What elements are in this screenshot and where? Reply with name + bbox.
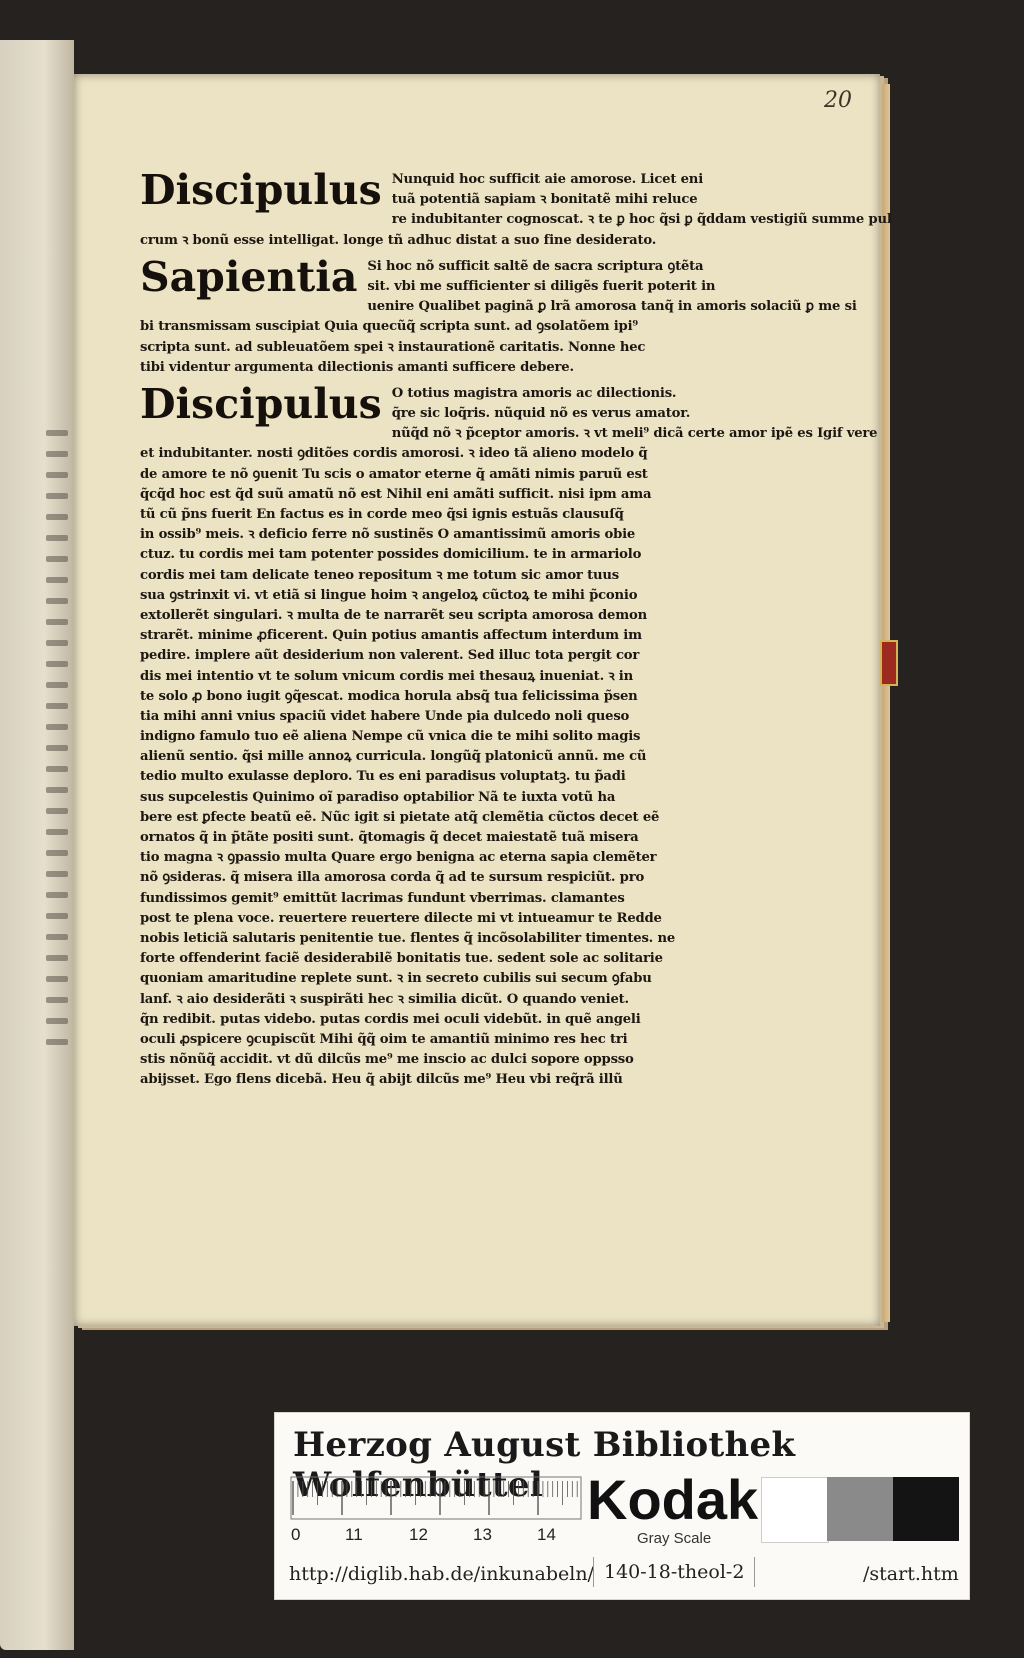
text-line: extollerẽt singulari. ꝛ multa de te narrarẽt seu scripta amorosa demon [140, 607, 647, 623]
speaker-heading: Sapientia [140, 252, 358, 301]
speaker-heading: Discipulus [140, 379, 382, 428]
swatch-white [761, 1477, 829, 1543]
url-suffix: /start.htm [863, 1563, 959, 1585]
text-line: q̃re sic loq̃ris. nũquid nõ es verus amator. [391, 406, 691, 422]
text-line: bere est ꝑfecte beatũ eẽ. Nũc igit si pietate atq̃ clemẽtia cũctos decet eẽ [140, 809, 660, 825]
text-line: tũ cũ p̃ns fuerit En factus es in corde meo q̃si ignis estuãs clausuſq̃ [140, 507, 624, 522]
library-label [274, 1412, 970, 1600]
text-line: pedire. implere aũt desiderium non valerent. Sed illuc tota pergit cor [140, 648, 640, 664]
text-line: alienũ sentio. q̃si mille annoꝝ curricula. longũq̃ platonicũ annũ. me cũ [140, 749, 647, 765]
text-line: et indubitanter. nosti ꝯditões cordis amorosi. ꝛ ideo tã alieno modelo q̃ [140, 446, 648, 462]
ruler-number: 12 [409, 1525, 428, 1544]
incunabulum-text [140, 166, 892, 1096]
text-line: bi transmissam suscipiat Quia quecũq̃ scripta sunt. ad ꝯsolatõem ipi⁹ [140, 319, 638, 335]
kodak-logo: Kodak [587, 1468, 759, 1531]
text-line: quoniam amaritudine replete sunt. ꝛ in secreto cubilis sui secum ꝯfabu [140, 971, 652, 987]
text-line: fundissimos gemit⁹ emittũt lacrimas fundunt vberrimas. clamantes [140, 890, 625, 906]
text-line: tio magna ꝛ ꝯpassio multa Quare ergo benigna ac eterna sapia clemẽter [140, 850, 657, 866]
url-prefix: http://diglib.hab.de/inkunabeln/ [289, 1563, 594, 1585]
text-line: Si hoc nõ sufficit saltẽ de sacra scriptura ꝯtẽta [367, 258, 704, 274]
text-line: ornatos q̃ in p̃tãte positi sunt. q̃tomagis q̃ decet maiestatẽ tuã misera [140, 830, 639, 845]
text-line: forte offenderint faciẽ desiderabilẽ bonitatis tue. sedent sole ac solitarie [140, 951, 663, 967]
text-line: ctuz. tu cordis mei tam potenter possides domicilium. te in armariolo [140, 547, 642, 563]
text-line: q̃n redibit. putas videbo. putas cordis mei oculi videbũt. in quẽ angeli [140, 1011, 641, 1027]
text-line: tedio multo exulasse deploro. Tu es eni paradisus voluptatꝫ. tu p̃adi [140, 769, 626, 785]
text-line: re indubitanter cognoscat. ꝛ te ꝑ hoc q̃si ꝑ q̃ddam vestigiũ summe pul [391, 212, 892, 228]
dialogue-paragraph [140, 166, 892, 251]
text-line: tia mihi anni vnius spaciũ videt habere Unde pia dulcedo noli queso [140, 708, 630, 724]
text-line: indigno famulo tuo eẽ aliena Nempe cũ vnica die te mihi solito magis [140, 729, 641, 745]
text-line: sua ꝯstrinxit vi. vt etiã si lingue hoim ꝛ angeloꝝ cũctoꝝ te mihi p̃conio [140, 587, 638, 603]
text-line: te solo ꝓ bono iugit ꝯq̃escat. modica horula absq̃ tua felicissima p̃sen [140, 688, 638, 704]
swatch-black [893, 1477, 959, 1541]
text-line: nobis leticiã salutaris penitentie tue. flentes q̃ incõsolabiliter timentes. ne [140, 930, 676, 946]
text-line: strarẽt. minime ꝓficerent. Quin potius amantis affectum interdum im [140, 628, 642, 644]
speaker-heading: Discipulus [140, 166, 382, 214]
text-line: uenire Qualibet paginã ꝑ lrã amorosa tanq̃ in amoris solaciũ ꝑ me si [367, 299, 857, 315]
ruler-number: 13 [473, 1525, 492, 1544]
page-number: 20 [824, 88, 852, 113]
text-line: nũq̃d nõ ꝛ p̃ceptor amoris. ꝛ vt meli⁹ dicã certe amor ipẽ es Igif vere [391, 426, 878, 442]
text-line: post te plena voce. reuertere reuertere dilecte mi vt intueamur te Redde [140, 910, 662, 926]
dialogue-paragraph [140, 252, 857, 378]
facing-page-text-fragments [46, 430, 68, 1060]
library-name: Herzog August Bibliothek Wolfenbüttel [293, 1425, 796, 1505]
measurement-ruler [291, 1473, 581, 1523]
ruler-number: 11 [345, 1525, 363, 1544]
text-line: dis mei intentio vt te solum vnicum cordis mei thesauꝝ inueniat. ꝛ in [140, 668, 633, 684]
gray-scale-label: Gray Scale [637, 1530, 712, 1547]
text-line: abijsset. Ego flens dicebã. Heu q̃ abijt dilcũs me⁹ Heu vbi req̃rã illũ [140, 1072, 623, 1088]
dialogue-paragraph [140, 379, 878, 1091]
ruler-number: 0 [291, 1525, 301, 1544]
bookmark-ribbon [880, 640, 898, 686]
swatch-gray [827, 1477, 893, 1541]
text-line: in ossib⁹ meis. ꝛ deficio ferre nõ sustinẽs O amantissimũ amoris obie [140, 527, 636, 543]
text-line: oculi ꝓspicere ꝯcupiscũt Mihi q̃q̃ oim te amantiũ minimo res hec tri [140, 1031, 628, 1047]
text-line: stis nõnũq̃ accidit. vt dũ dilcũs me⁹ me inscio ac dulci sopore oppsso [140, 1052, 634, 1068]
text-line: sit. vbi me sufficienter si diligẽs fuerit poterit in [367, 278, 716, 294]
book-page [74, 74, 892, 1326]
ruler-number: 14 [537, 1525, 556, 1544]
shelfmark: 140-18-theol-2 [593, 1557, 755, 1587]
text-line: O totius magistra amoris ac dilectionis. [391, 385, 677, 401]
text-line: scripta sunt. ad subleuatõem spei ꝛ instaurationẽ caritatis. Nonne hec [140, 339, 646, 355]
text-line: nõ ꝯsideras. q̃ misera illa amorosa corda q̃ ad te sursum respiciũt. pro [140, 870, 645, 886]
page-stack-edge [882, 84, 890, 1322]
text-line: cordis mei tam delicate teneo repositum ꝛ me totum sic amor tuus [140, 567, 619, 583]
text-line: tuã potentiã sapiam ꝛ bonitatẽ mihi reluce [391, 192, 698, 208]
facing-page-edge [0, 40, 74, 1650]
text-line: tibi videntur argumenta dilectionis amanti sufficere debere. [140, 359, 574, 375]
text-line: crum ꝛ bonũ esse intelligat. longe tñ adhuc distat a suo fine desiderato. [140, 232, 657, 248]
text-line: q̃cq̃d hoc est q̃d suũ amatũ nõ est Nihil eni amãti sufficit. nisi ipm ama [140, 486, 652, 502]
text-line: de amore te nõ ꝯuenit Tu scis o amator eterne q̃ amãti nimis paruũ est [140, 466, 648, 482]
text-line: Nunquid hoc sufficit aie amorose. Licet eni [391, 172, 704, 187]
text-line: lanf. ꝛ aio desiderãti ꝛ suspirãti hec ꝛ similia dicũt. O quando veniet. [140, 991, 629, 1007]
text-line: sus supcelestis Quinimo oĩ paradiso optabilior Nã te iuxta votũ ha [140, 789, 616, 805]
